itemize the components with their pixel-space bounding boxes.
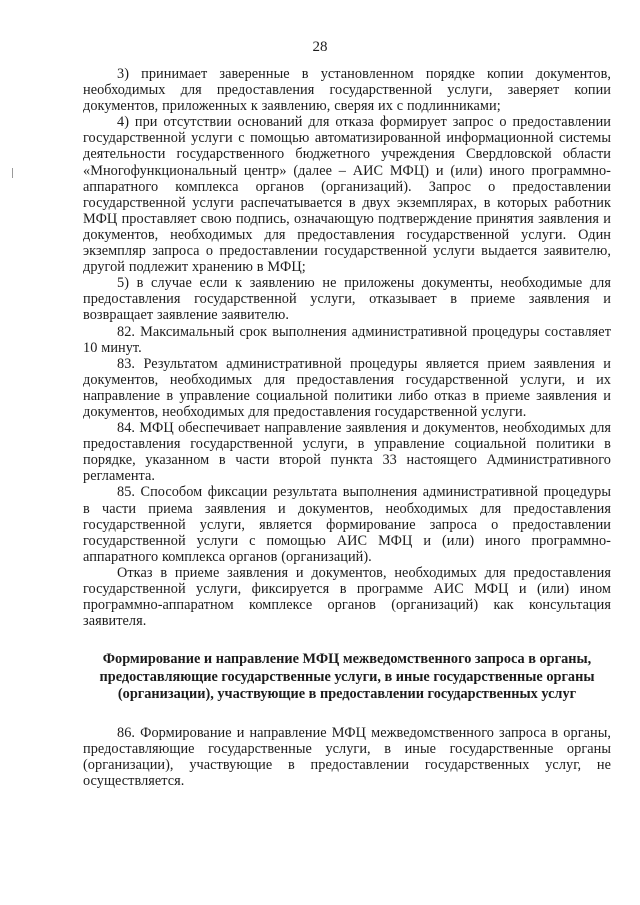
paragraph-85: 85. Способом фиксации результата выполнения административной процедуры в части приема заявления и документов, необходимых для предоставления государственной услуги, является формирование запроса о предоставлении государственной услуги с помощью АИС МФЦ и (или) иного программно-аппаратного комплекса органов (организаций). (83, 484, 611, 565)
paragraph-item-3: 3) принимает заверенные в установленном порядке копии документов, необходимых для предоставления государственной услуги, заверяет копии документов, приложенных к заявлению, сверяя их с подлинниками; (83, 66, 611, 115)
paragraph-item-5: 5) в случае если к заявлению не приложены документы, необходимые для предоставления государственной услуги, отказывает в приеме заявления и возвращает заявление заявителю. (83, 275, 611, 324)
page-number: 28 (312, 39, 328, 55)
margin-mark (12, 168, 13, 178)
paragraph-86: 86. Формирование и направление МФЦ межведомственного запроса в органы, предоставляющие государственные услуги, в иные государственные органы (организации), участвующие в предоставлении государственных услуг, не осуществляется. (83, 724, 611, 789)
page-body (83, 66, 611, 789)
paragraph-item-4: 4) при отсутствии оснований для отказа формирует запрос о предоставлении государственной услуги с помощью автоматизированной информационной системы деятельности государственного бюджетного учреждения Свердловской области «Многофункциональный центр» (далее – АИС МФЦ) и (или) иного программно-аппаратного комплекса органов (организаций). Запрос о предоставлении государственной услуги распечатывается в двух экземплярах, в которых работник МФЦ проставляет свою подпись, означающую подтверждение принятия заявления и документов, необходимых для предоставления государственной услуги. Один экземпляр запроса о предоставлении государственной услуги выдается заявителю, другой подлежит хранению в МФЦ; (83, 114, 611, 276)
section-heading: Формирование и направление МФЦ межведомственного запроса в органы, предоставляющие государственные услуги, в иные государственные органы (организации), участвующие в предоставлении государственных услуг (99, 651, 595, 703)
paragraph-84: 84. МФЦ обеспечивает направление заявления и документов, необходимых для предоставления государственной услуги, в управление социальной политики в порядке, указанном в части второй пункта 33 настоящего Административного регламента. (83, 420, 611, 485)
paragraph-82: 82. Максимальный срок выполнения административной процедуры составляет 10 минут. (83, 323, 611, 356)
paragraph-83: 83. Результатом административной процедуры является прием заявления и документов, необходимых для предоставления государственной услуги, и их направление в управление социальной политики либо отказ в приеме заявления и документов, необходимых для предоставления государственной услуги. (83, 355, 611, 420)
paragraph-refusal: Отказ в приеме заявления и документов, необходимых для предоставления государственной услуги, фиксируется в программе АИС МФЦ и (или) ином программно-аппаратном комплексе органов (организаций) как консультация заявителя. (83, 564, 611, 630)
